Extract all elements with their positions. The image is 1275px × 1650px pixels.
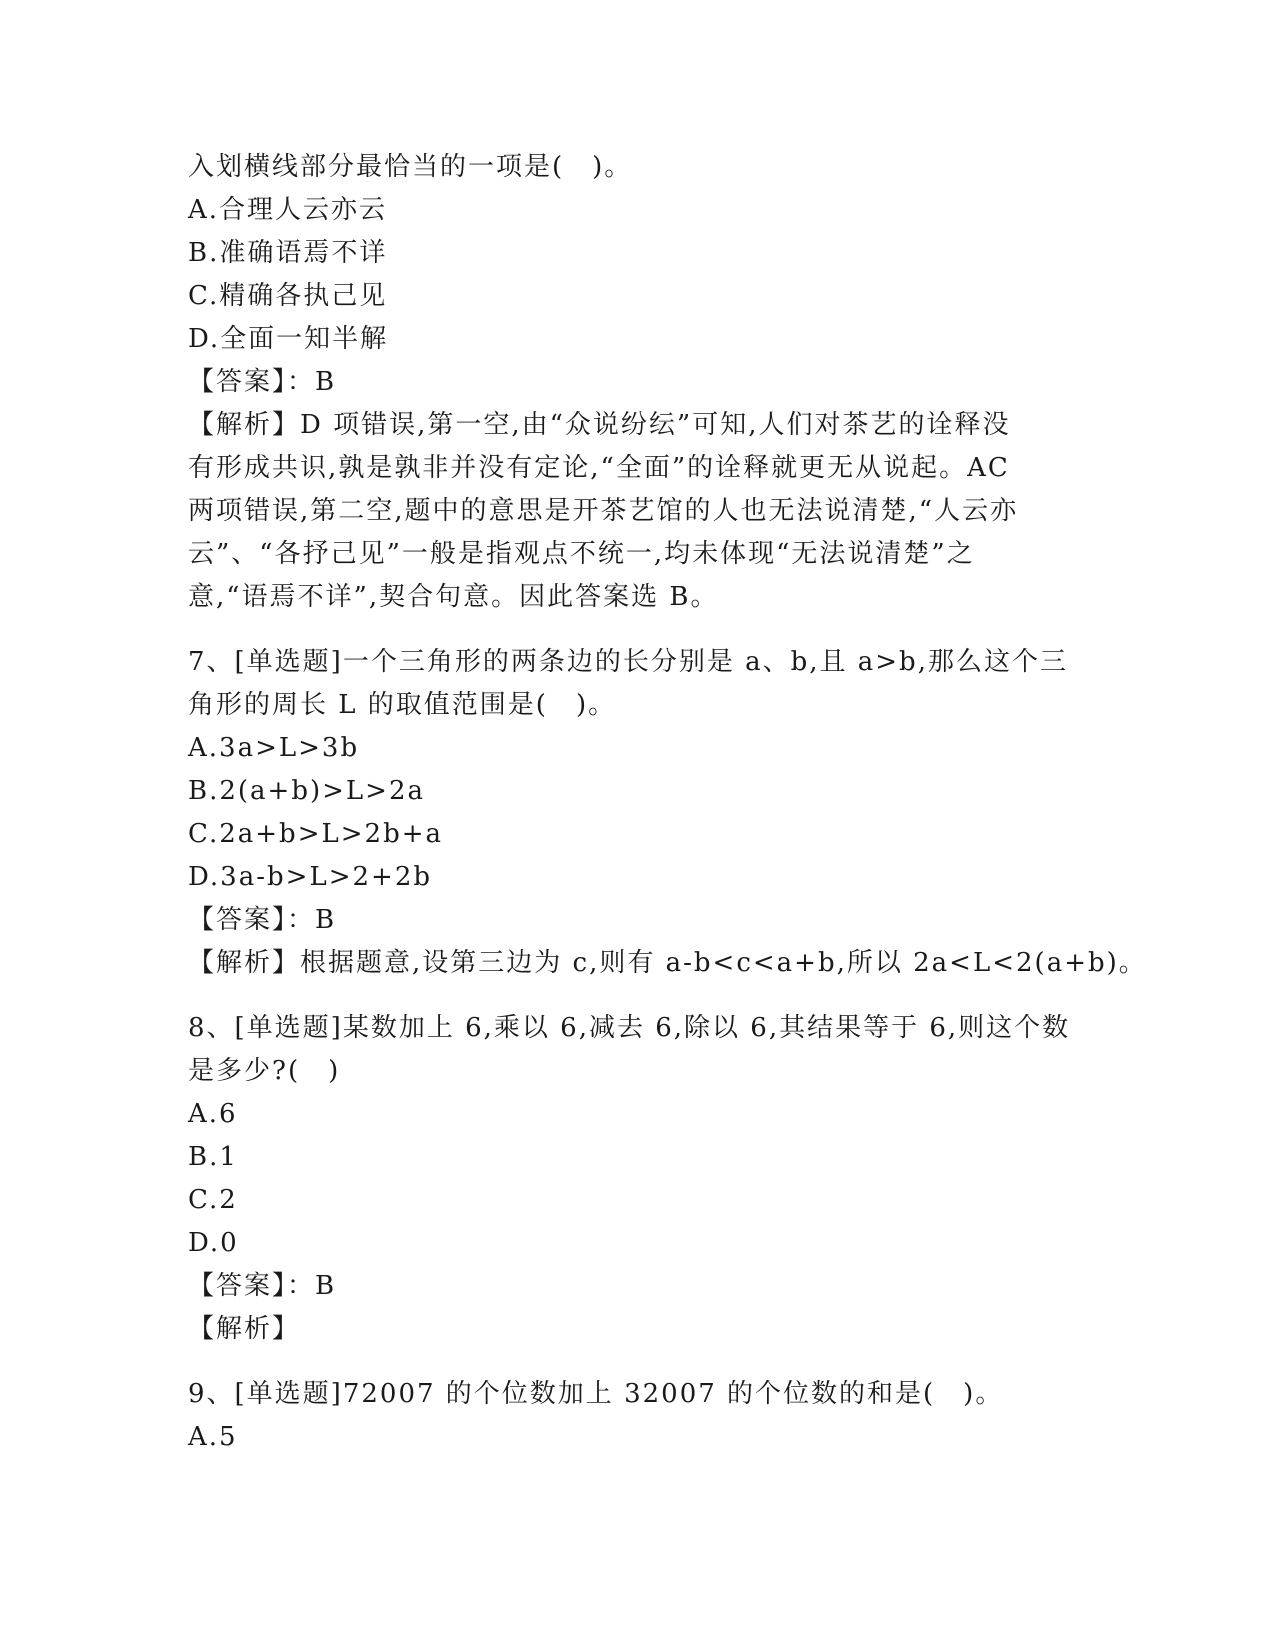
analysis-line: 【解析】根据题意,设第三边为 c,则有 a-b<c<a+b,所以 2a<L<2(a+b)。 (188, 948, 1147, 978)
option-a: A.6 (188, 1099, 238, 1129)
option-d: D.3a-b>L>2+2b (188, 862, 433, 892)
question-7 (188, 641, 1147, 985)
option-b: B.1 (188, 1142, 238, 1172)
option-a: A.3a>L>3b (188, 733, 360, 763)
question-9 (188, 1373, 1088, 1459)
question-stem: 7、[单选题]一个三角形的两条边的长分别是 a、b,且 a>b,那么这个三 (188, 647, 1068, 677)
analysis-line: 有形成共识,孰是孰非并没有定论,“全面”的诠释就更无从说起。AC (188, 453, 1010, 483)
analysis-line: 【解析】D 项错误,第一空,由“众说纷纭”可知,人们对茶艺的诠释没 (188, 410, 1011, 440)
option-d: D.全面一知半解 (188, 324, 389, 354)
question-8 (188, 1007, 1088, 1351)
answer-line: 【答案】：B (188, 905, 337, 935)
option-b: B.2(a+b)>L>2a (188, 776, 426, 806)
analysis-line: 云”、“各抒己见”一般是指观点不统一,均未体现“无法说清楚”之 (188, 539, 975, 569)
option-a: A.5 (188, 1422, 238, 1452)
question-stem: 8、[单选题]某数加上 6,乘以 6,减去 6,除以 6,其结果等于 6,则这个数 (188, 1013, 1071, 1043)
question-stem: 是多少?( ) (188, 1056, 341, 1086)
question-stem: 入划横线部分最恰当的一项是( )。 (188, 152, 633, 182)
option-b: B.准确语焉不详 (188, 238, 388, 268)
option-d: D.0 (188, 1228, 239, 1258)
answer-line: 【答案】：B (188, 1271, 337, 1301)
question-stem: 角形的周长 L 的取值范围是( )。 (188, 690, 617, 720)
question-6-tail (188, 146, 1088, 619)
option-c: C.2 (188, 1185, 238, 1215)
question-stem: 9、[单选题]72007 的个位数加上 32007 的个位数的和是( )。 (188, 1379, 1004, 1409)
answer-line: 【答案】：B (188, 367, 337, 397)
option-c: C.精确各执己见 (188, 281, 388, 311)
exam-page (188, 146, 1147, 1459)
option-a: A.合理人云亦云 (188, 195, 388, 225)
analysis-line: 两项错误,第二空,题中的意思是开茶艺馆的人也无法说清楚,“人云亦 (188, 496, 1019, 526)
analysis-line: 【解析】 (188, 1314, 301, 1344)
option-c: C.2a+b>L>2b+a (188, 819, 444, 849)
analysis-line: 意,“语焉不详”,契合句意。因此答案选 B。 (188, 582, 719, 612)
